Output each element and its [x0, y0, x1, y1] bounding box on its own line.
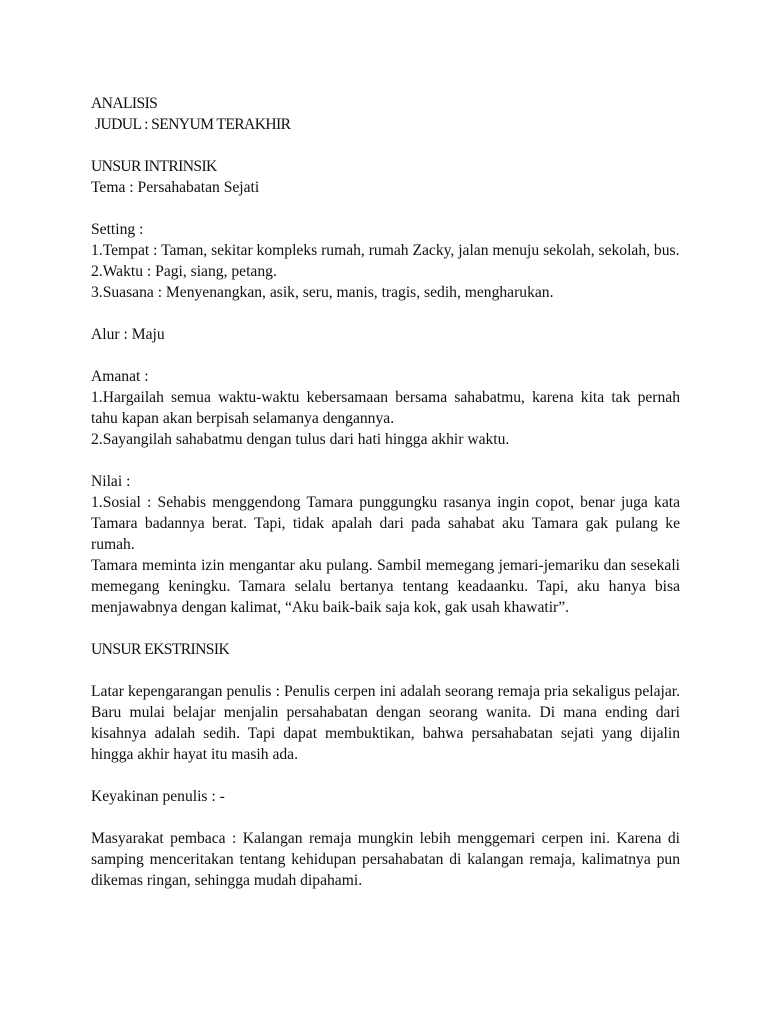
setting-place: 1.Tempat : Taman, sekitar kompleks rumah, rumah Zacky, jalan menuju sekolah, sekolah, bus. — [91, 242, 680, 259]
spacer — [91, 660, 680, 681]
spacer — [91, 345, 680, 366]
spacer — [91, 198, 680, 219]
setting-atmosphere: 3.Suasana : Menyenangkan, asik, seru, manis, tragis, sedih, mengharukan. — [91, 284, 554, 301]
values-heading: Nilai : — [91, 473, 131, 490]
theme-line: Tema : Persahabatan Sejati — [91, 179, 260, 196]
values-social-continued: Tamara meminta izin mengantar aku pulang. Sambil memegang jemari-jemariku dan sesekali memegang keningku. Tamara selalu bertanya tentang keadaanku. Tapi, aku hanya bisa menjawabnya dengan kalimat, “Aku baik-baik saja kok, gak usah khawatir”. — [91, 557, 680, 616]
reader-community: Masyarakat pembaca : Kalangan remaja mungkin lebih menggemari cerpen ini. Karena di samping menceritakan tentang kehidupan persahabatan di kalangan remaja, kalimatnya pun dikemas ringan, sehingga mudah dipahami. — [91, 830, 680, 889]
spacer — [91, 765, 680, 786]
setting-heading: Setting : — [91, 221, 144, 238]
plot-line: Alur : Maju — [91, 326, 165, 343]
document-body — [91, 93, 680, 891]
message-heading: Amanat : — [91, 368, 149, 385]
spacer — [91, 807, 680, 828]
values-social: 1.Sosial : Sehabis menggendong Tamara punggungku rasanya ingin copot, benar juga kata Tamara badannya berat. Tapi, tidak apalah dari pada sahabat aku Tamara gak pulang ke rumah. — [91, 494, 680, 553]
story-title: JUDUL : SENYUM TERAKHIR — [95, 116, 291, 133]
author-belief: Keyakinan penulis : - — [91, 788, 225, 805]
intrinsic-heading: UNSUR INTRINSIK — [91, 158, 217, 175]
message-item-1: 1.Hargailah semua waktu-waktu kebersamaan bersama sahabatmu, karena kita tak pernah tahu kapan akan berpisah selamanya dengannya. — [91, 389, 680, 427]
author-background: Latar kepengarangan penulis : Penulis cerpen ini adalah seorang remaja pria sekaligus pelajar. Baru mulai belajar menjalin persahabatan dengan seorang wanita. Di mana ending dari kisahnya adalah sedih. Tapi dapat membuktikan, bahwa persahabatan sejati yang dijalin hingga akhir hayat itu masih ada. — [91, 683, 680, 763]
spacer — [91, 135, 680, 156]
spacer — [91, 618, 680, 639]
setting-time: 2.Waktu : Pagi, siang, petang. — [91, 263, 277, 280]
extrinsic-heading: UNSUR EKSTRINSIK — [91, 641, 230, 658]
spacer — [91, 303, 680, 324]
message-item-2: 2.Sayangilah sahabatmu dengan tulus dari hati hingga akhir waktu. — [91, 431, 510, 448]
spacer — [91, 450, 680, 471]
analysis-heading: ANALISIS — [91, 95, 158, 112]
